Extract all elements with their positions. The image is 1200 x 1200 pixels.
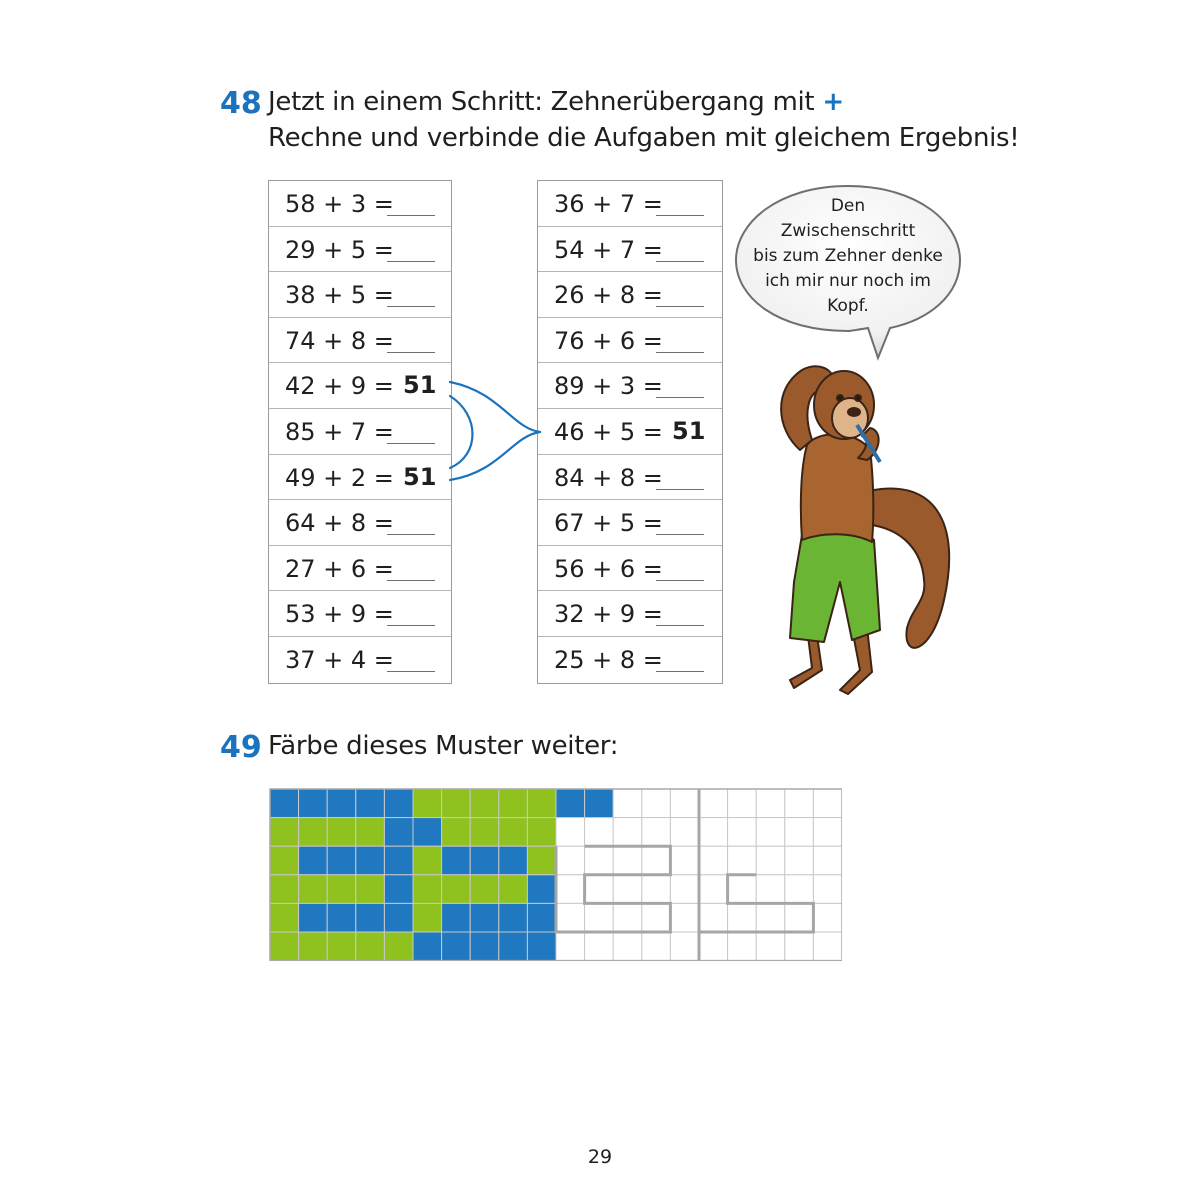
pattern-cell[interactable] [413, 818, 442, 847]
pattern-cell[interactable] [442, 932, 471, 961]
pattern-cell[interactable] [813, 932, 842, 961]
pattern-cell[interactable] [642, 903, 671, 932]
pattern-cell[interactable] [613, 846, 642, 875]
answer-blank[interactable] [656, 625, 704, 626]
pattern-cell[interactable] [527, 932, 556, 961]
answer-blank[interactable] [656, 534, 704, 535]
pattern-cell[interactable] [642, 932, 671, 961]
left-equation-row [269, 637, 451, 683]
answer-blank[interactable] [387, 534, 435, 535]
pattern-cell[interactable] [756, 846, 785, 875]
task-48-instruction-line-1 [268, 89, 844, 115]
pattern-cell[interactable] [356, 932, 385, 961]
pattern-cell[interactable] [785, 818, 814, 847]
equation-expression: 38 + 5 = [285, 281, 394, 310]
pattern-cell[interactable] [585, 846, 614, 875]
pattern-cell[interactable] [556, 789, 585, 818]
pattern-cell[interactable] [384, 789, 413, 818]
pattern-grid[interactable] [268, 787, 842, 961]
answer-blank[interactable] [387, 306, 435, 307]
pattern-cell[interactable] [670, 818, 699, 847]
page-number: 29 [587, 1146, 613, 1168]
pattern-cell[interactable] [299, 903, 328, 932]
pattern-cell[interactable] [556, 818, 585, 847]
pattern-cell[interactable] [585, 818, 614, 847]
pattern-cell[interactable] [813, 903, 842, 932]
answer-blank[interactable] [656, 580, 704, 581]
pattern-cell[interactable] [670, 875, 699, 904]
right-equation-row [538, 409, 722, 455]
pattern-cell[interactable] [756, 818, 785, 847]
equation-expression: 84 + 8 = [554, 463, 663, 492]
equation-expression: 64 + 8 = [285, 509, 394, 538]
left-equation-row [269, 181, 451, 227]
equation-expression: 25 + 8 = [554, 645, 663, 674]
pattern-cell[interactable] [585, 875, 614, 904]
monkey-illustration-icon [762, 350, 962, 710]
pattern-cell[interactable] [613, 789, 642, 818]
pattern-cell[interactable] [413, 846, 442, 875]
answer-blank[interactable] [387, 625, 435, 626]
connector-line-49-to-46[interactable] [450, 432, 540, 480]
answer-blank[interactable] [656, 397, 704, 398]
pattern-cell[interactable] [785, 903, 814, 932]
pattern-cell[interactable] [356, 789, 385, 818]
pattern-cell[interactable] [556, 903, 585, 932]
right-equation-row [538, 272, 722, 318]
pattern-cell[interactable] [613, 903, 642, 932]
pattern-cell[interactable] [442, 818, 471, 847]
pattern-cell[interactable] [356, 903, 385, 932]
left-equation-row [269, 455, 451, 501]
pattern-cell[interactable] [556, 932, 585, 961]
pattern-cell[interactable] [270, 875, 299, 904]
pattern-cell[interactable] [327, 903, 356, 932]
pattern-cell[interactable] [327, 875, 356, 904]
equation-answer[interactable]: 51 [403, 371, 437, 400]
pattern-cell[interactable] [813, 789, 842, 818]
pattern-cell[interactable] [499, 789, 528, 818]
pattern-cell[interactable] [442, 903, 471, 932]
plus-sign: + [822, 87, 844, 117]
equation-expression: 37 + 4 = [285, 645, 394, 674]
pattern-cell[interactable] [527, 789, 556, 818]
equation-expression: 42 + 9 = [285, 372, 394, 401]
equation-expression: 36 + 7 = [554, 190, 663, 218]
right-equation-row [538, 181, 722, 227]
pattern-cell[interactable] [785, 846, 814, 875]
pattern-cell[interactable] [384, 903, 413, 932]
right-equation-row [538, 546, 722, 592]
pattern-cell[interactable] [728, 789, 757, 818]
pattern-cell[interactable] [642, 789, 671, 818]
pattern-cell[interactable] [499, 932, 528, 961]
answer-blank[interactable] [387, 261, 435, 262]
pattern-cell[interactable] [699, 818, 728, 847]
pattern-cell[interactable] [470, 818, 499, 847]
pattern-cell[interactable] [384, 818, 413, 847]
right-equation-row [538, 591, 722, 637]
pattern-cell[interactable] [327, 846, 356, 875]
right-equation-row [538, 318, 722, 364]
pattern-cell[interactable] [527, 903, 556, 932]
right-equation-row [538, 227, 722, 273]
pattern-cell[interactable] [442, 875, 471, 904]
pattern-cell[interactable] [299, 846, 328, 875]
pattern-cell[interactable] [270, 846, 299, 875]
answer-blank[interactable] [387, 671, 435, 672]
pattern-cell[interactable] [728, 846, 757, 875]
speech-bubble-line: Kopf. [827, 296, 869, 316]
pattern-cell[interactable] [699, 932, 728, 961]
answer-blank[interactable] [656, 261, 704, 262]
equation-expression: 54 + 7 = [554, 235, 663, 264]
pattern-cell[interactable] [728, 903, 757, 932]
task-number-49: 49 [220, 730, 262, 765]
connector-line-42-to-49[interactable] [450, 396, 473, 468]
pattern-cell[interactable] [499, 818, 528, 847]
pattern-cell[interactable] [527, 818, 556, 847]
pattern-cell[interactable] [413, 932, 442, 961]
pattern-cell[interactable] [413, 789, 442, 818]
pattern-cell[interactable] [470, 875, 499, 904]
pattern-cell[interactable] [470, 846, 499, 875]
equation-expression: 29 + 5 = [285, 235, 394, 264]
pattern-cell[interactable] [470, 932, 499, 961]
left-equation-row [269, 500, 451, 546]
equation-answer[interactable]: 51 [672, 416, 706, 445]
answer-blank[interactable] [387, 443, 435, 444]
task-48-instruction-text: Jetzt in einem Schritt: Zehnerübergang mit [268, 87, 815, 117]
pattern-cell[interactable] [585, 932, 614, 961]
pattern-cell[interactable] [299, 789, 328, 818]
pattern-cell[interactable] [270, 932, 299, 961]
pattern-cell[interactable] [384, 932, 413, 961]
pattern-cell[interactable] [327, 818, 356, 847]
left-equation-row [269, 363, 451, 409]
left-equation-row [269, 227, 451, 273]
pattern-cell[interactable] [699, 903, 728, 932]
left-equation-table [268, 180, 452, 684]
equation-expression: 67 + 5 = [554, 509, 663, 538]
answer-blank[interactable] [656, 352, 704, 353]
equation-expression: 89 + 3 = [554, 372, 663, 401]
right-equation-row [538, 455, 722, 501]
speech-bubble-line: Den [830, 196, 866, 216]
pattern-cell[interactable] [699, 846, 728, 875]
pattern-cell[interactable] [785, 789, 814, 818]
pattern-cell[interactable] [699, 875, 728, 904]
pattern-cell[interactable] [270, 903, 299, 932]
answer-blank[interactable] [656, 671, 704, 672]
pattern-cell[interactable] [442, 789, 471, 818]
pattern-cell[interactable] [670, 932, 699, 961]
task-number-48: 48 [220, 86, 262, 121]
pattern-cell[interactable] [470, 903, 499, 932]
equation-expression: 56 + 6 = [554, 554, 663, 583]
pattern-cell[interactable] [613, 932, 642, 961]
right-equation-table [537, 180, 723, 684]
pattern-cell[interactable] [613, 875, 642, 904]
speech-bubble-line: Zwischenschritt [780, 221, 916, 241]
speech-bubble-line: bis zum Zehner denke [753, 246, 943, 266]
left-equation-row [269, 591, 451, 637]
equation-expression: 26 + 8 = [554, 281, 663, 310]
equation-expression: 76 + 6 = [554, 326, 663, 355]
left-equation-row [269, 272, 451, 318]
pattern-cell[interactable] [356, 875, 385, 904]
answer-blank[interactable] [387, 215, 435, 216]
pattern-cell[interactable] [356, 818, 385, 847]
pattern-cell[interactable] [470, 789, 499, 818]
task-48-instruction-line-2: Rechne und verbinde die Aufgaben mit gleichem Ergebnis! [268, 123, 1020, 153]
pattern-cell[interactable] [785, 932, 814, 961]
pattern-cell[interactable] [527, 846, 556, 875]
equation-expression: 27 + 6 = [285, 554, 394, 583]
pattern-cell[interactable] [556, 846, 585, 875]
left-equation-row [269, 409, 451, 455]
pattern-cell[interactable] [556, 875, 585, 904]
pattern-cell[interactable] [642, 846, 671, 875]
pattern-cell[interactable] [813, 846, 842, 875]
answer-blank[interactable] [656, 215, 704, 216]
pattern-cell[interactable] [327, 932, 356, 961]
pattern-cell[interactable] [813, 875, 842, 904]
pattern-cell[interactable] [670, 789, 699, 818]
pattern-cell[interactable] [642, 818, 671, 847]
left-equation-row [269, 546, 451, 592]
pattern-cell[interactable] [499, 875, 528, 904]
equation-expression: 32 + 9 = [554, 600, 663, 629]
pattern-cell[interactable] [642, 875, 671, 904]
pattern-cell[interactable] [413, 903, 442, 932]
pattern-cell[interactable] [699, 789, 728, 818]
connector-line-42-to-46[interactable] [450, 382, 540, 432]
pattern-cell[interactable] [356, 846, 385, 875]
pattern-cell[interactable] [499, 846, 528, 875]
pattern-cell[interactable] [270, 818, 299, 847]
pattern-cell[interactable] [613, 818, 642, 847]
pattern-cell[interactable] [670, 846, 699, 875]
pattern-cell[interactable] [785, 875, 814, 904]
pattern-cell[interactable] [728, 932, 757, 961]
pattern-cell[interactable] [384, 875, 413, 904]
speech-bubble-text [728, 194, 968, 319]
pattern-cell[interactable] [270, 789, 299, 818]
equation-expression: 58 + 3 = [285, 190, 394, 218]
answer-blank[interactable] [387, 580, 435, 581]
left-equation-row [269, 318, 451, 364]
pattern-cell[interactable] [728, 818, 757, 847]
pattern-cell[interactable] [413, 875, 442, 904]
pattern-cell[interactable] [384, 846, 413, 875]
pattern-cell[interactable] [670, 903, 699, 932]
pattern-cell[interactable] [299, 932, 328, 961]
pattern-cell[interactable] [499, 903, 528, 932]
pattern-cell[interactable] [299, 818, 328, 847]
speech-bubble-line: ich mir nur noch im [765, 271, 931, 291]
answer-blank[interactable] [656, 306, 704, 307]
answer-blank[interactable] [387, 352, 435, 353]
pattern-cell[interactable] [442, 846, 471, 875]
right-equation-row [538, 500, 722, 546]
equation-expression: 74 + 8 = [285, 326, 394, 355]
answer-blank[interactable] [656, 489, 704, 490]
equation-expression: 46 + 5 = [554, 417, 663, 446]
pattern-cell[interactable] [527, 875, 556, 904]
equation-expression: 49 + 2 = [285, 463, 394, 492]
pattern-cell[interactable] [813, 818, 842, 847]
pattern-cell[interactable] [756, 789, 785, 818]
pattern-cell[interactable] [585, 789, 614, 818]
pattern-cell[interactable] [728, 875, 757, 904]
equation-answer[interactable]: 51 [403, 462, 437, 491]
task-49-instruction: Färbe dieses Muster weiter: [268, 731, 619, 761]
right-equation-row [538, 637, 722, 683]
equation-expression: 53 + 9 = [285, 600, 394, 629]
pattern-cell[interactable] [299, 875, 328, 904]
pattern-cell[interactable] [327, 789, 356, 818]
equation-expression: 85 + 7 = [285, 417, 394, 446]
pattern-cell[interactable] [585, 903, 614, 932]
right-equation-row [538, 363, 722, 409]
pattern-cell[interactable] [756, 875, 785, 904]
pattern-cell[interactable] [756, 932, 785, 961]
pattern-cell[interactable] [756, 903, 785, 932]
